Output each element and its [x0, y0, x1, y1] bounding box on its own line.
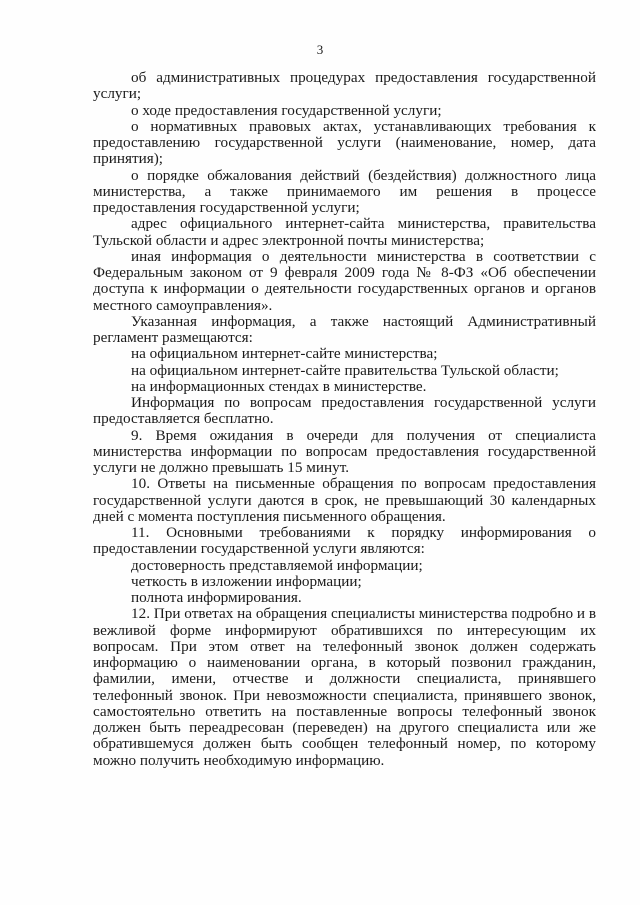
paragraph: полнота информирования. — [131, 589, 302, 606]
paragraph: о порядке обжалования действий (бездействия) должностного лица министерства, а также принимаемого им решения в процессе предоставления государственной услуги; — [93, 166, 596, 216]
paragraph: о нормативных правовых актах, устанавливающих требования к предоставлению государственной услуги (наименование, номер, дата принятия); — [93, 117, 596, 168]
paragraph: 9. Время ожидания в очереди для получения от специалиста министерства информации по вопросам предоставления государственной услуги не должно превышать 15 минут. — [93, 426, 596, 476]
body-text — [93, 70, 596, 769]
paragraph: иная информация о деятельности министерства в соответствии с Федеральным законом от 9 февраля 2009 года № 8-ФЗ «Об обеспечении доступа к информации о деятельности государственных органов и органов местного самоуправления». — [93, 247, 596, 314]
paragraph: 11. Основными требованиями к порядку информирования о предоставлении государственной услуги являются: — [93, 524, 596, 558]
paragraph: об административных процедурах предоставления государственной услуги; — [93, 69, 596, 103]
paragraph: достоверность представляемой информации; — [131, 556, 423, 574]
paragraph: о ходе предоставления государственной услуги; — [131, 101, 442, 119]
page-number: 3 — [316, 42, 324, 57]
paragraph: на официальном интернет-сайте правительства Тульской области; — [131, 361, 559, 379]
paragraph: Указанная информация, а также настоящий Административный регламент размещаются: — [93, 312, 596, 346]
paragraph: на информационных стендах в министерстве. — [131, 377, 427, 395]
paragraph: на официальном интернет-сайте министерства; — [131, 345, 438, 363]
paragraph: адрес официального интернет-сайта министерства, правительства Тульской области и адрес электронной почты министерства; — [93, 215, 596, 249]
paragraph: 12. При ответах на обращения специалисты министерства подробно и в вежливой форме информируют обратившихся по интересующим их вопросам. При этом ответ на телефонный звонок должен содержать информацию о наименовании органа, в который позвонил гражданин, фамилии, имени, отчестве и должности специалиста, принявшего телефонный звонок. При невозможности специалиста, принявшего звонок, самостоятельно ответить на поставленные вопросы телефонный звонок должен быть переадресован (переведен) на другого специалиста или же обратившемуся должен быть сообщен телефонный номер, по которому можно получить необходимую информацию. — [93, 605, 596, 769]
paragraph: 10. Ответы на письменные обращения по вопросам предоставления государственной услуги даются в срок, не превышающий 30 календарных дней с момента поступления письменного обращения. — [93, 475, 596, 525]
paragraph: четкость в изложении информации; — [131, 572, 362, 590]
paragraph: Информация по вопросам предоставления государственной услуги предоставляется бесплатно. — [93, 394, 596, 428]
